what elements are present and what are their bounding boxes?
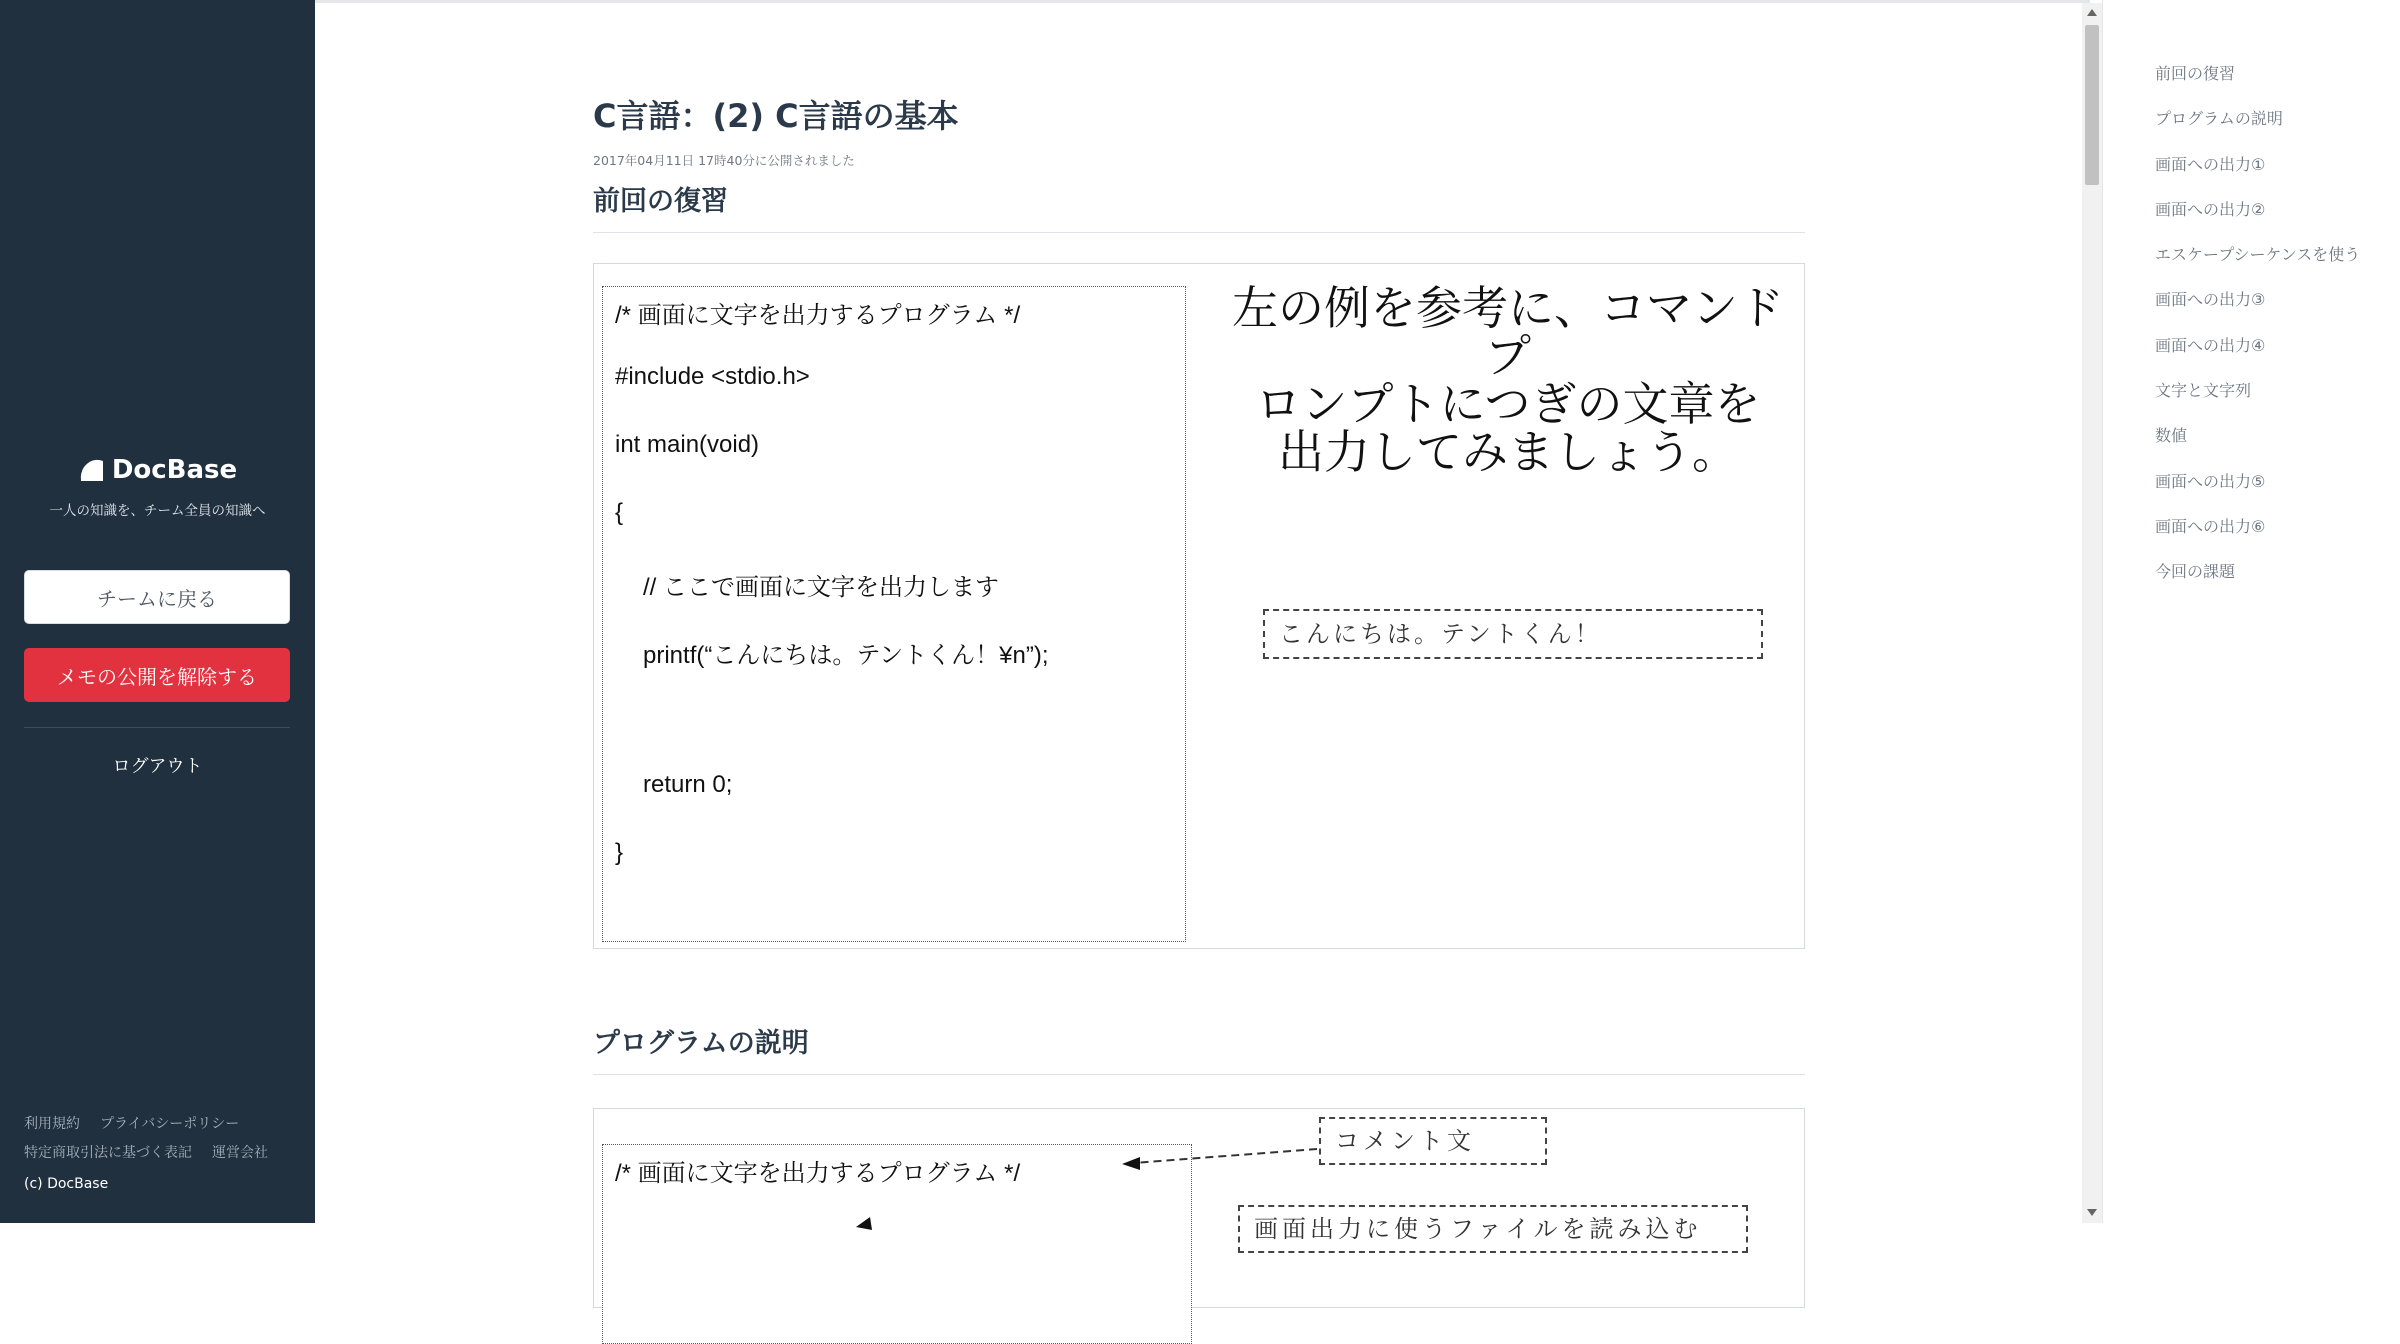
code-line: } bbox=[615, 839, 624, 866]
code-line: #include <stdio.h> bbox=[615, 363, 810, 390]
vertical-scrollbar[interactable] bbox=[2082, 3, 2102, 1223]
comment-arrow-line bbox=[1134, 1149, 1317, 1163]
docbase-logo-icon bbox=[78, 457, 106, 483]
tagline: 一人の知識を、チーム全員の知識へ bbox=[49, 503, 266, 519]
code-line: int main(void) bbox=[615, 431, 760, 458]
arrow-head-icon bbox=[856, 1217, 872, 1230]
arrow-head-icon bbox=[1122, 1157, 1140, 1170]
table-of-contents bbox=[2155, 64, 2360, 608]
brand-row bbox=[0, 455, 315, 485]
privacy-policy-link[interactable]: プライバシーポリシー bbox=[100, 1116, 240, 1132]
include-callout: 画面出力に使うファイルを読み込む bbox=[1238, 1205, 1748, 1253]
brand bbox=[0, 455, 315, 519]
instruction-line: 左の例を参考に、コマンドプ bbox=[1232, 281, 1784, 383]
toc-item[interactable]: プログラムの説明 bbox=[2155, 109, 2283, 129]
commerce-law-link[interactable]: 特定商取引法に基づく表記 bbox=[24, 1145, 192, 1161]
recap-figure bbox=[593, 263, 1805, 949]
toc-item[interactable]: 画面への出力① bbox=[2155, 154, 2266, 174]
toc-item[interactable]: 前回の復習 bbox=[2155, 64, 2236, 83]
instruction-line: 出力してみましょう。 bbox=[1278, 425, 1738, 479]
section-heading-program: プログラムの説明 bbox=[593, 1021, 1805, 1075]
toc-item[interactable]: 画面への出力④ bbox=[2155, 335, 2266, 355]
page-title: C言語：(2) C言語の基本 bbox=[593, 97, 959, 135]
scroll-down-icon[interactable] bbox=[2087, 1209, 2097, 1216]
code-line: // ここで画面に文字を出力します bbox=[643, 574, 1000, 601]
comment-callout: コメント文 bbox=[1319, 1117, 1547, 1165]
toc-item[interactable]: 文字と文字列 bbox=[2155, 381, 2252, 401]
instruction-line: ロンプトにつぎの文章を bbox=[1255, 377, 1761, 431]
program-figure bbox=[593, 1108, 1805, 1308]
article-header bbox=[593, 91, 1805, 169]
copyright: (c) DocBase bbox=[24, 1176, 109, 1192]
company-link[interactable]: 運営会社 bbox=[212, 1145, 268, 1161]
sidebar-divider bbox=[24, 727, 290, 728]
expected-output-box: こんにちは。テントくん！ bbox=[1263, 609, 1763, 659]
code-line: return 0; bbox=[643, 771, 733, 798]
exercise-instruction bbox=[1222, 281, 1794, 479]
code-line: { bbox=[615, 499, 624, 526]
scroll-thumb[interactable] bbox=[2085, 25, 2099, 185]
terms-link[interactable]: 利用規約 bbox=[24, 1116, 80, 1132]
toc-item[interactable]: 画面への出力⑤ bbox=[2155, 471, 2266, 491]
toc-item[interactable]: 数値 bbox=[2155, 426, 2188, 446]
code-line: printf(“こんにちは。テントくん！¥n”); bbox=[643, 642, 1049, 669]
published-date: 2017年04月11日 17時40分に公開されました bbox=[593, 153, 855, 168]
code-line: /* 画面に文字を出力するプログラム */ bbox=[615, 302, 1021, 329]
section-heading-recap: 前回の復習 bbox=[593, 179, 1805, 233]
sidebar bbox=[0, 0, 315, 1223]
logout-link[interactable]: ログアウト bbox=[112, 756, 203, 777]
toc-item[interactable]: 今回の課題 bbox=[2155, 562, 2236, 582]
code-sample bbox=[602, 286, 1186, 942]
main-content bbox=[315, 0, 2090, 1243]
toc-item[interactable]: 画面への出力③ bbox=[2155, 290, 2266, 310]
footer-links bbox=[24, 1110, 288, 1168]
toc-item[interactable]: 画面への出力② bbox=[2155, 199, 2266, 219]
back-to-team-button[interactable]: チームに戻る bbox=[24, 570, 290, 624]
toc-item[interactable]: 画面への出力⑥ bbox=[2155, 516, 2266, 536]
scroll-up-icon[interactable] bbox=[2087, 9, 2097, 16]
toc-panel bbox=[2102, 0, 2400, 1223]
unpublish-memo-button[interactable]: メモの公開を解除する bbox=[24, 648, 290, 702]
toc-item[interactable]: エスケープシーケンスを使う bbox=[2155, 245, 2361, 265]
brand-name: DocBase bbox=[111, 455, 238, 485]
code-line: /* 画面に文字を出力するプログラム */ bbox=[615, 1160, 1021, 1187]
